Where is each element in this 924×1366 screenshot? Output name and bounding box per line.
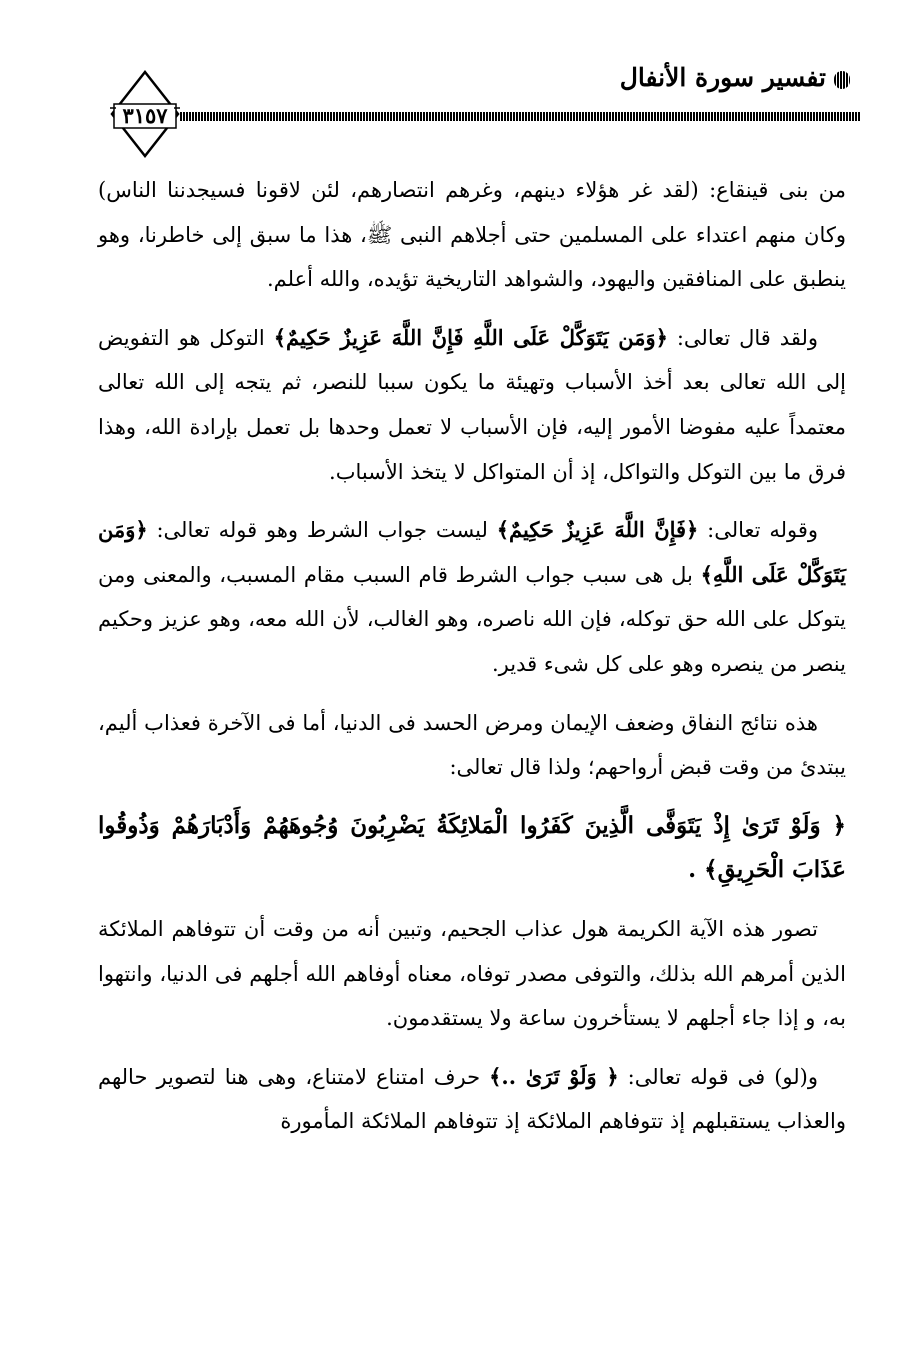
paragraph xyxy=(98,316,846,494)
chapter-title: تفسير سورة الأنفال xyxy=(619,63,826,92)
text-segment: حرف امتناع لامتناع، وهى هنا لتصوير حالهم والعذاب يستقبلهم إذ تتوفاهم الملائكة إذ تتوفاهم الملائكة المأمورة xyxy=(98,1064,846,1134)
quran-citation: ﴿وَمَن يَتَوَكَّلْ عَلَى اللَّهِ فَإِنَّ اللَّهَ عَزِيزٌ حَكِيمٌ﴾ xyxy=(273,324,668,350)
text-segment: . xyxy=(688,856,705,884)
quran-citation: ﴿ وَلَوْ تَرَىٰ ..﴾ xyxy=(489,1063,619,1089)
paragraph xyxy=(98,508,846,686)
text-segment: ولقد قال تعالى: xyxy=(667,325,818,350)
body-text xyxy=(98,168,846,1158)
text-segment: من بنى قينقاع: (لقد غر هؤلاء دينهم، وغرهم انتصارهم، لئن لاقونا فسيجدننا الناس) وكان منهم اعتداء على المسلمين حتى أجلاهم النبى ﷺ، هذا ما سبق إلى خاطرنا، وهو ينطبق على المنافقين واليهود، والشواهد التاريخية تؤيده، والله أعلم. xyxy=(98,178,846,292)
page-number: ٣١٥٧ xyxy=(122,103,168,128)
quran-citation: ﴿فَإِنَّ اللَّهَ عَزِيزٌ حَكِيمٌ﴾ xyxy=(496,517,699,543)
text-segment: و(لو) فى قوله تعالى: xyxy=(618,1064,819,1089)
quran-citation: ﴿وَمَن يَتَوَكَّلْ عَلَى اللَّهِ﴾ xyxy=(98,517,846,587)
page-number-badge xyxy=(110,70,180,158)
running-title xyxy=(620,63,850,92)
paragraph xyxy=(98,168,846,302)
paragraph xyxy=(98,907,846,1041)
text-segment: هذه نتائج النفاق وضعف الإيمان ومرض الحسد فى الدنيا، أما فى الآخرة فعذاب أليم، يبتدئ من وقت قبض أرواحهم؛ ولذا قال تعالى: xyxy=(98,710,846,780)
quran-citation: ﴿ وَلَوْ تَرَىٰ إِذْ يَتَوَفَّى الَّذِينَ كَفَرُوا الْمَلائِكَةُ يَضْرِبُونَ وُجُوهَهُمْ وَأَدْبَارَهُمْ وَذُوقُوا عَذَابَ الْحَرِيقِ﴾ xyxy=(98,811,846,884)
text-segment: تصور هذه الآية الكريمة هول عذاب الجحيم، وتبين أنه من وقت أن تتوفاهم الملائكة الذين أمرهم الله بذلك، والتوفى مصدر توفاه، معناه أوفاهم الله أجلهم فى الدنيا، وانتهوا به، و إذا جاء أجلهم لا يستأخرون ساعة ولا يستقدمون. xyxy=(98,916,846,1031)
text-segment: بل هى سبب جواب الشرط قام السبب مقام المسبب، والمعنى ومن يتوكل على الله حق توكله، فإن الله ناصره، وهو الغالب، لأن الله معه، وهو عزيز وحكيم ينصر من ينصره وهو على كل شىء قدير. xyxy=(98,562,846,676)
quran-verse-block xyxy=(98,804,846,893)
text-segment: وقوله تعالى: xyxy=(698,518,819,543)
ornament-icon xyxy=(834,71,850,89)
page-header xyxy=(100,55,860,145)
text-segment: ليست جواب الشرط وهو قوله تعالى: xyxy=(147,518,497,543)
text-segment: التوكل هو التفويض إلى الله تعالى بعد أخذ الأسباب وتهيئة ما يكون سببا للنصر، ثم يتجه إلى الله تعالى معتمداً عليه مفوضا الأمور إليه، فإن الأسباب لا تعمل وحدها بل تعمل بإرادة الله، وهذا فرق ما بين التوكل والتواكل، إذ أن المتواكل لا يتخذ الأسباب. xyxy=(98,325,846,484)
paragraph xyxy=(98,1055,846,1144)
paragraph xyxy=(98,701,846,790)
header-rule xyxy=(180,112,860,121)
